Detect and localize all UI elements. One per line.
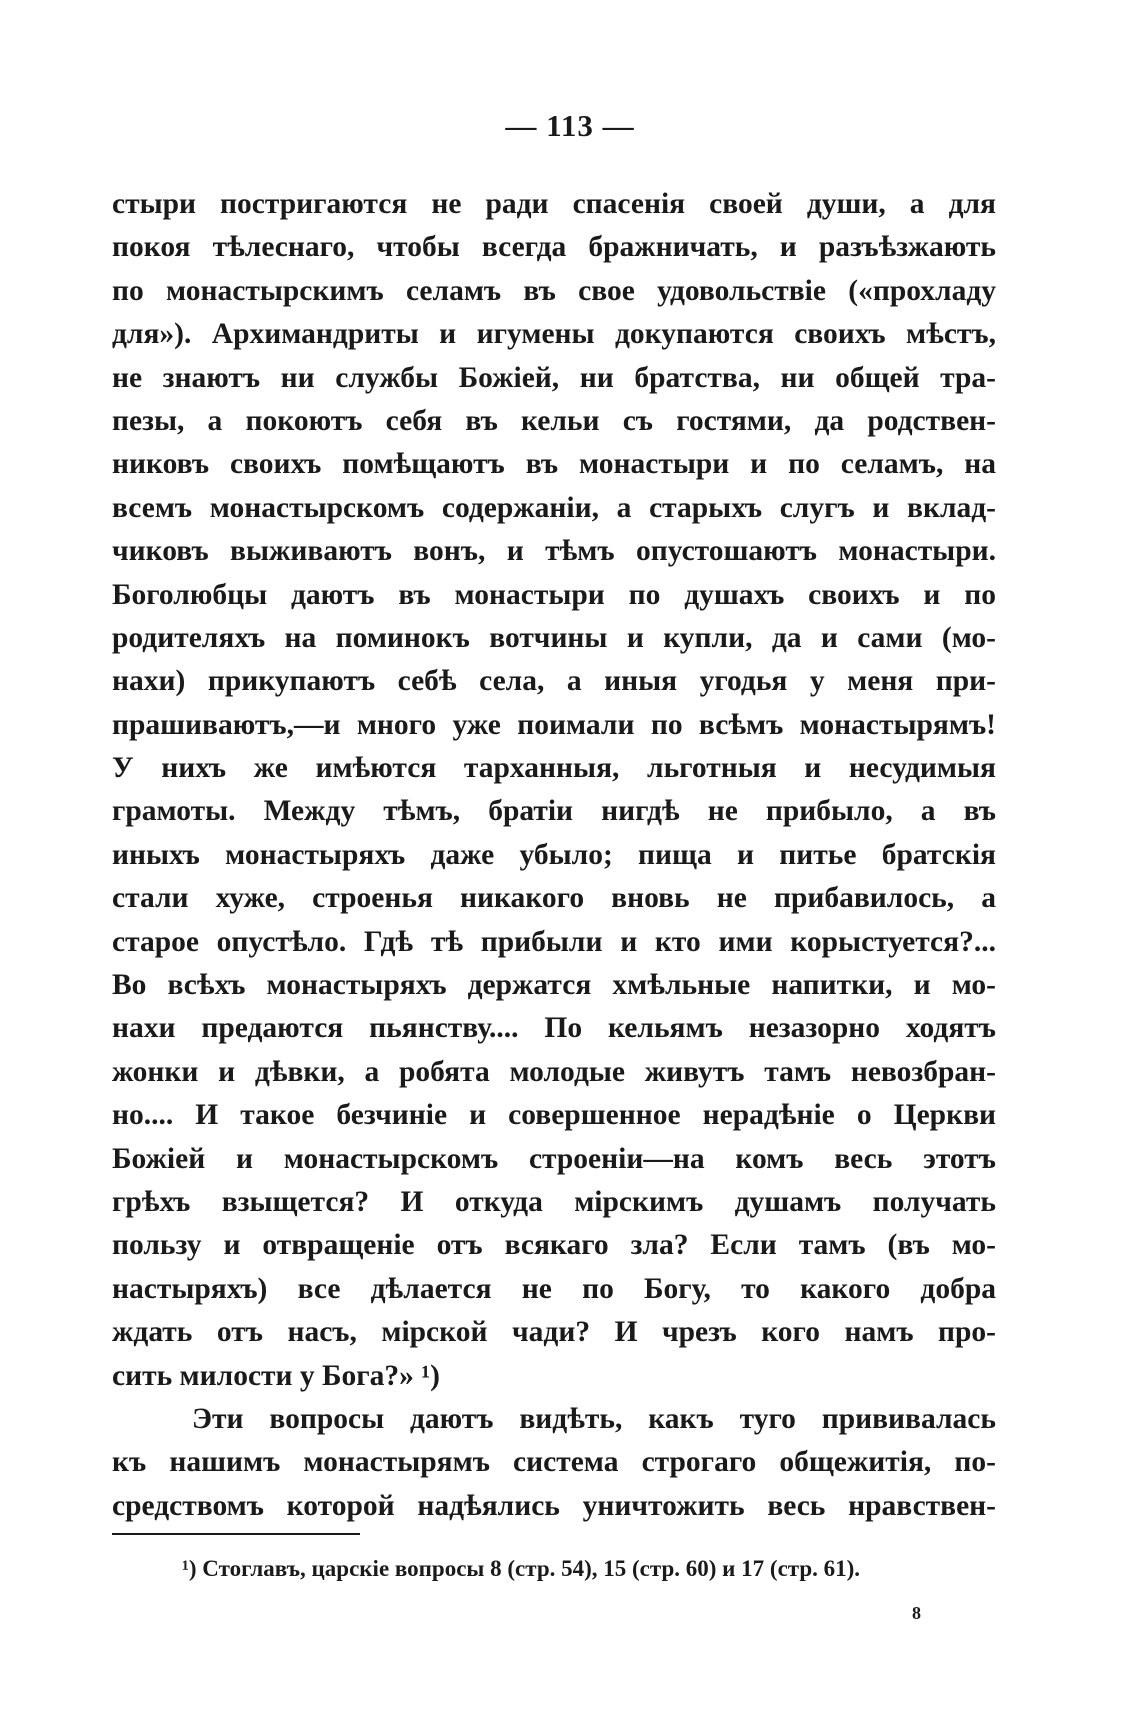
text-line: стыри постригаются не ради спасенія своей души, а для — [112, 188, 996, 220]
text-line: нахи) прикупаютъ себѣ села, а иныя угодья у меня при- — [112, 665, 996, 698]
signature-mark: 8 — [912, 1603, 921, 1623]
text-line: Во всѣхъ монастыряхъ держатся хмѣльные напитки, и мо- — [112, 969, 996, 1002]
text-line: всемъ монастырскомъ содержаніи, а старыхъ слугъ и вклад- — [112, 491, 996, 524]
page-number: — 113 — — [505, 108, 635, 143]
text-line: прашиваютъ,—и много уже поимали по всѣмъ монастырямъ! — [112, 708, 996, 741]
text-line: родителяхъ на поминокъ вотчины и купли, да и сами (мо- — [112, 621, 996, 654]
text-line: Боголюбцы даютъ въ монастыри по душахъ своихъ и по — [112, 578, 996, 611]
text-line: пезы, а покоютъ себя въ кельи съ гостями, да родствен- — [112, 404, 996, 437]
text-line: нахи предаются пьянству.... По кельямъ незазорно ходятъ — [112, 1012, 996, 1045]
paragraph-first-line: Эти вопросы даютъ видѣть, какъ туго прививалась — [192, 1402, 996, 1435]
body-text — [112, 183, 996, 1528]
text-line: сить милости у Бога?» ¹) — [112, 1359, 440, 1392]
text-line: грамоты. Между тѣмъ, братіи нигдѣ не прибыло, а въ — [112, 795, 996, 828]
text-line: старое опустѣло. Гдѣ тѣ прибыли и кто ими корыстуется?... — [112, 925, 996, 958]
text-line: средствомъ которой надѣялись уничтожить весь нравствен- — [112, 1489, 996, 1522]
text-line: не знаютъ ни службы Божіей, ни братства, ни общей тра- — [112, 361, 996, 394]
text-line: иныхъ монастыряхъ даже убыло; пища и питье братскія — [112, 838, 996, 871]
text-line: грѣхъ взыщется? И откуда мірскимъ душамъ получать — [112, 1185, 996, 1218]
text-line: для»). Архимандриты и игумены докупаются своихъ мѣстъ, — [112, 318, 996, 351]
text-line: по монастырскимъ селамъ въ свое удовольствіе («прохладу — [112, 274, 996, 307]
text-line: никовъ своихъ помѣщаютъ въ монастыри и по селамъ, на — [112, 448, 996, 481]
footnote-divider — [112, 1533, 360, 1535]
text-line: ждать отъ насъ, мірской чади? И чрезъ кого намъ про- — [112, 1316, 996, 1349]
text-line: пользу и отвращеніе отъ всякаго зла? Если тамъ (въ мо- — [112, 1229, 996, 1262]
text-line: жонки и дѣвки, а робята молодые живутъ тамъ невозбран- — [112, 1055, 996, 1088]
text-line: покоя тѣлеснаго, чтобы всегда бражничать, и разъѣзжають — [112, 231, 996, 264]
text-line: но.... И такое безчиніе и совершенное нерадѣніе о Церкви — [112, 1099, 996, 1132]
text-line: чиковъ выживаютъ вонъ, и тѣмъ опустошаютъ монастыри. — [112, 535, 996, 568]
text-line: У нихъ же имѣются тарханныя, льготныя и несудимыя — [112, 752, 996, 785]
footnote: ¹) Стоглавъ, царскіе вопросы 8 (стр. 54), 15 (стр. 60) и 17 (стр. 61). — [182, 1556, 861, 1581]
text-line: стали хуже, строенья никакого вновь не прибавилось, а — [112, 882, 996, 915]
text-line: къ нашимъ монастырямъ система строгаго общежитія, по- — [112, 1446, 996, 1479]
text-line: Божіей и монастырскомъ строеніи—на комъ весь этотъ — [112, 1142, 996, 1175]
text-line: настыряхъ) все дѣлается не по Богу, то какого добра — [112, 1272, 996, 1305]
